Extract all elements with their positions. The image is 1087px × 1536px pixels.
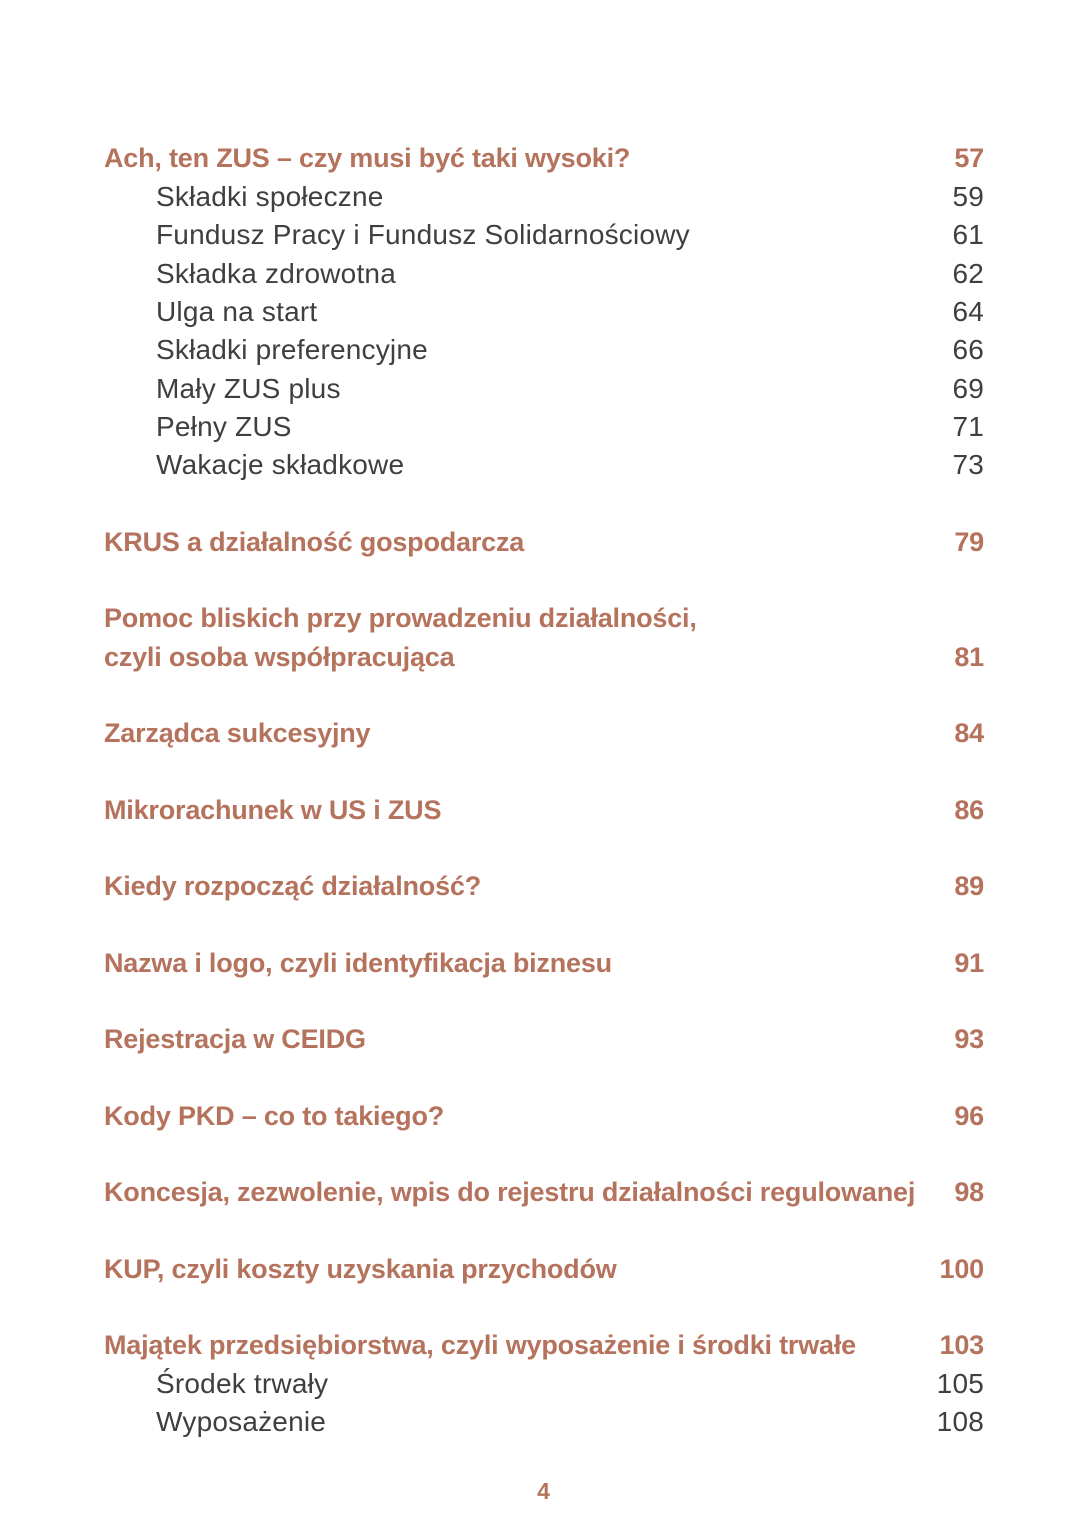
toc-entry-page: 108 [936,1406,984,1437]
toc-chapter-entry[interactable] [104,1326,984,1364]
toc-entry-title: Wyposażenie [156,1406,327,1437]
toc-chapter-entry[interactable] [104,523,984,561]
toc-entry-page: 61 [952,219,984,250]
toc-subsection-entry[interactable] [104,255,984,293]
toc-entry-title: Środek trwały [156,1368,329,1399]
toc-subsection-entry[interactable] [104,1403,984,1441]
toc-entry-title: Zarządca sukcesyjny [104,718,371,748]
toc-entry-page: 79 [954,527,984,557]
toc-entry-page: 66 [952,334,984,365]
toc-entry-title: Ach, ten ZUS – czy musi być taki wysoki? [104,143,631,173]
toc-entry-title: Wakacje składkowe [156,449,405,480]
toc-subsection-entry[interactable] [104,178,984,216]
toc-chapter-entry[interactable] [104,1097,984,1135]
toc-entry-title: Koncesja, zezwolenie, wpis do rejestru działalności regulowanej [104,1177,916,1207]
toc-entry-page: 71 [952,411,984,442]
toc-entry-page: 89 [954,871,984,901]
toc-entry-page: 57 [954,143,984,173]
toc-entry-title: Kiedy rozpocząć działalność? [104,871,482,901]
toc-entry-page: 91 [954,948,984,978]
toc-subsection-entry[interactable] [104,216,984,254]
toc-entry-page: 81 [954,642,984,672]
toc-subsection-entry[interactable] [104,1365,984,1403]
table-of-contents [104,0,984,1536]
toc-entry-title: KRUS a działalność gospodarcza [104,527,525,557]
toc-entry-page: 73 [952,449,984,480]
toc-subsection-entry[interactable] [104,370,984,408]
toc-chapter-entry[interactable] [104,1173,984,1211]
toc-entry-title: Składki preferencyjne [156,334,428,365]
toc-entry-title: Ulga na start [156,296,318,327]
toc-chapter-entry-line2[interactable] [104,638,984,676]
toc-chapter-entry[interactable] [104,1250,984,1288]
toc-entry-title: Nazwa i logo, czyli identyfikacja biznesu [104,948,612,978]
toc-entry-title: Fundusz Pracy i Fundusz Solidarnościowy [156,219,690,250]
toc-entry-page: 84 [954,718,984,748]
toc-entry-title-line1: Pomoc bliskich przy prowadzeniu działalności, [104,603,697,633]
toc-subsection-entry[interactable] [104,446,984,484]
toc-entry-page: 59 [952,181,984,212]
toc-entry-title: Mały ZUS plus [156,373,341,404]
toc-entry-page: 105 [936,1368,984,1399]
toc-entry-title: Kody PKD – co to takiego? [104,1101,445,1131]
toc-entry-page: 69 [952,373,984,404]
toc-entry-title: KUP, czyli koszty uzyskania przychodów [104,1254,617,1284]
toc-entry-title: Składki społeczne [156,181,384,212]
toc-entry-page: 64 [952,296,984,327]
toc-entry-title: Składka zdrowotna [156,258,396,289]
toc-entry-page: 96 [954,1101,984,1131]
toc-chapter-entry[interactable] [104,1020,984,1058]
toc-chapter-entry[interactable] [104,139,984,177]
toc-chapter-entry[interactable] [104,791,984,829]
toc-entry-page: 93 [954,1024,984,1054]
toc-entry-title: Rejestracja w CEIDG [104,1024,366,1054]
toc-entry-title: Majątek przedsiębiorstwa, czyli wyposażenie i środki trwałe [104,1330,856,1360]
toc-entry-title: Pełny ZUS [156,411,292,442]
toc-chapter-entry[interactable] [104,944,984,982]
toc-subsection-entry[interactable] [104,293,984,331]
toc-subsection-entry[interactable] [104,408,984,446]
toc-entry-page: 103 [939,1330,984,1360]
page-number: 4 [537,1478,550,1504]
toc-chapter-entry[interactable] [104,867,984,905]
toc-subsection-entry[interactable] [104,331,984,369]
toc-entry-page: 98 [954,1177,984,1207]
toc-entry-title-line2: czyli osoba współpracująca [104,642,455,672]
toc-chapter-entry-line1[interactable] [104,599,984,637]
toc-entry-page: 86 [954,795,984,825]
toc-entry-page: 62 [952,258,984,289]
toc-entry-title: Mikrorachunek w US i ZUS [104,795,442,825]
toc-entry-page: 100 [939,1254,984,1284]
toc-chapter-entry[interactable] [104,714,984,752]
